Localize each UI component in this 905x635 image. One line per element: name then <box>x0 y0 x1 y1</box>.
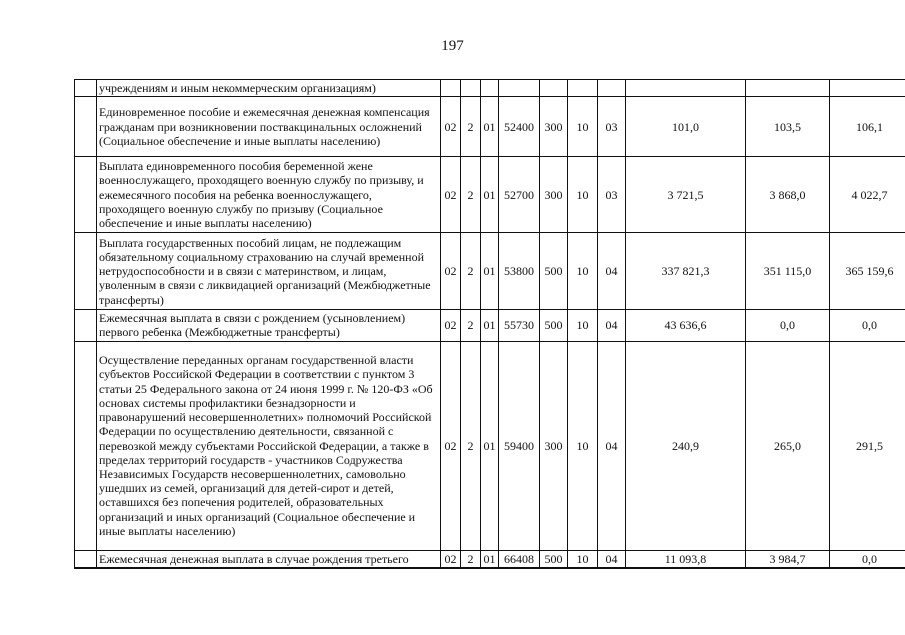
table-row <box>75 550 905 568</box>
row-marker-cell <box>75 310 97 341</box>
row-marker-cell <box>75 97 97 157</box>
main-event-code <box>481 80 499 97</box>
main-event-code: 01 <box>481 550 499 568</box>
expense-type-code: 500 <box>540 550 568 568</box>
subprogram-code: 2 <box>461 157 481 233</box>
value-year-1: 101,0 <box>626 97 746 157</box>
direction-code: 66408 <box>499 550 540 568</box>
section-code: 10 <box>568 550 598 568</box>
program-code: 02 <box>441 97 461 157</box>
section-code: 10 <box>568 97 598 157</box>
row-marker-cell <box>75 80 97 97</box>
value-year-2: 265,0 <box>746 341 830 550</box>
row-description: Единовременное пособие и ежемесячная денежная компенсация гражданам при возникновении поствакцинальных осложнений (Социальное обеспечение и иные выплаты населению) <box>97 97 441 157</box>
value-year-3: 0,0 <box>830 550 905 568</box>
table-row <box>75 97 905 157</box>
direction-code <box>499 80 540 97</box>
section-code: 10 <box>568 341 598 550</box>
value-year-1 <box>626 80 746 97</box>
main-event-code: 01 <box>481 233 499 310</box>
value-year-3: 0,0 <box>830 310 905 341</box>
direction-code: 52400 <box>499 97 540 157</box>
section-code: 10 <box>568 233 598 310</box>
program-code: 02 <box>441 157 461 233</box>
main-event-code: 01 <box>481 97 499 157</box>
value-year-3: 365 159,6 <box>830 233 905 310</box>
value-year-2 <box>746 80 830 97</box>
subsection-code: 03 <box>598 97 626 157</box>
subprogram-code: 2 <box>461 97 481 157</box>
direction-code: 59400 <box>499 341 540 550</box>
page-number: 197 <box>441 38 464 54</box>
section-code: 10 <box>568 310 598 341</box>
value-year-2: 103,5 <box>746 97 830 157</box>
table-row <box>75 310 905 341</box>
row-description: Осуществление переданных органам государственной власти субъектов Российской Федерации в соответствии с пунктом 3 статьи 25 Федерального закона от 24 июня 1999 г. № 120-ФЗ «Об основах системы профилактики безнадзорности и правонарушений несовершеннолетних» полномочий Российской Федерации по осуществлению деятельности, связанной с перевозкой между субъектами Российской Федерации, а также в пределах территорий государств - участников Содружества Независимых Государств несовершеннолетних, самовольно ушедших из семей, организаций для детей-сирот и детей, оставшихся без попечения родителей, образовательных организаций и иных организаций (Социальное обеспечение и иные выплаты населению) <box>97 341 441 550</box>
row-marker-cell <box>75 550 97 568</box>
row-marker-cell <box>75 341 97 550</box>
program-code: 02 <box>441 341 461 550</box>
expense-type-code: 500 <box>540 310 568 341</box>
value-year-1: 337 821,3 <box>626 233 746 310</box>
main-event-code: 01 <box>481 310 499 341</box>
expense-type-code: 300 <box>540 157 568 233</box>
expense-type-code: 300 <box>540 97 568 157</box>
row-description: Выплата государственных пособий лицам, не подлежащим обязательному социальному страхованию на случай временной нетрудоспособности и в связи с материнством, и лицам, уволенным в связи с ликвидацией организаций (Межбюджетные трансферты) <box>97 233 441 310</box>
value-year-3: 106,1 <box>830 97 905 157</box>
row-description: Выплата единовременного пособия беременной жене военнослужащего, проходящего военную службу по призыву, и ежемесячного пособия на ребенка военнослужащего, проходящего военную службу по призыву (Социальное обеспечение и иные выплаты населению) <box>97 157 441 233</box>
table-row <box>75 80 905 97</box>
direction-code: 53800 <box>499 233 540 310</box>
subsection-code <box>598 80 626 97</box>
value-year-2: 351 115,0 <box>746 233 830 310</box>
program-code: 02 <box>441 233 461 310</box>
subsection-code: 04 <box>598 233 626 310</box>
subsection-code: 04 <box>598 341 626 550</box>
subprogram-code: 2 <box>461 341 481 550</box>
subprogram-code: 2 <box>461 233 481 310</box>
row-description: учреждениям и иным некоммерческим организациям) <box>97 80 441 97</box>
direction-code: 52700 <box>499 157 540 233</box>
main-event-code: 01 <box>481 341 499 550</box>
subprogram-code: 2 <box>461 550 481 568</box>
value-year-1: 11 093,8 <box>626 550 746 568</box>
main-event-code: 01 <box>481 157 499 233</box>
section-code: 10 <box>568 157 598 233</box>
table-row <box>75 233 905 310</box>
section-code <box>568 80 598 97</box>
value-year-1: 240,9 <box>626 341 746 550</box>
expense-type-code: 300 <box>540 341 568 550</box>
program-code: 02 <box>441 310 461 341</box>
direction-code: 55730 <box>499 310 540 341</box>
expense-type-code: 500 <box>540 233 568 310</box>
value-year-2: 0,0 <box>746 310 830 341</box>
program-code: 02 <box>441 550 461 568</box>
row-description: Ежемесячная выплата в связи с рождением (усыновлением) первого ребенка (Межбюджетные трансферты) <box>97 310 441 341</box>
value-year-3: 4 022,7 <box>830 157 905 233</box>
budget-table <box>74 79 905 569</box>
value-year-2: 3 984,7 <box>746 550 830 568</box>
subsection-code: 04 <box>598 310 626 341</box>
value-year-1: 3 721,5 <box>626 157 746 233</box>
value-year-3: 291,5 <box>830 341 905 550</box>
program-code <box>441 80 461 97</box>
table-row <box>75 157 905 233</box>
value-year-1: 43 636,6 <box>626 310 746 341</box>
row-marker-cell <box>75 157 97 233</box>
subsection-code: 03 <box>598 157 626 233</box>
row-description: Ежемесячная денежная выплата в случае рождения третьего <box>97 550 441 568</box>
value-year-3 <box>830 80 905 97</box>
expense-type-code <box>540 80 568 97</box>
subprogram-code: 2 <box>461 310 481 341</box>
subprogram-code <box>461 80 481 97</box>
table-row <box>75 341 905 550</box>
row-marker-cell <box>75 233 97 310</box>
subsection-code: 04 <box>598 550 626 568</box>
value-year-2: 3 868,0 <box>746 157 830 233</box>
